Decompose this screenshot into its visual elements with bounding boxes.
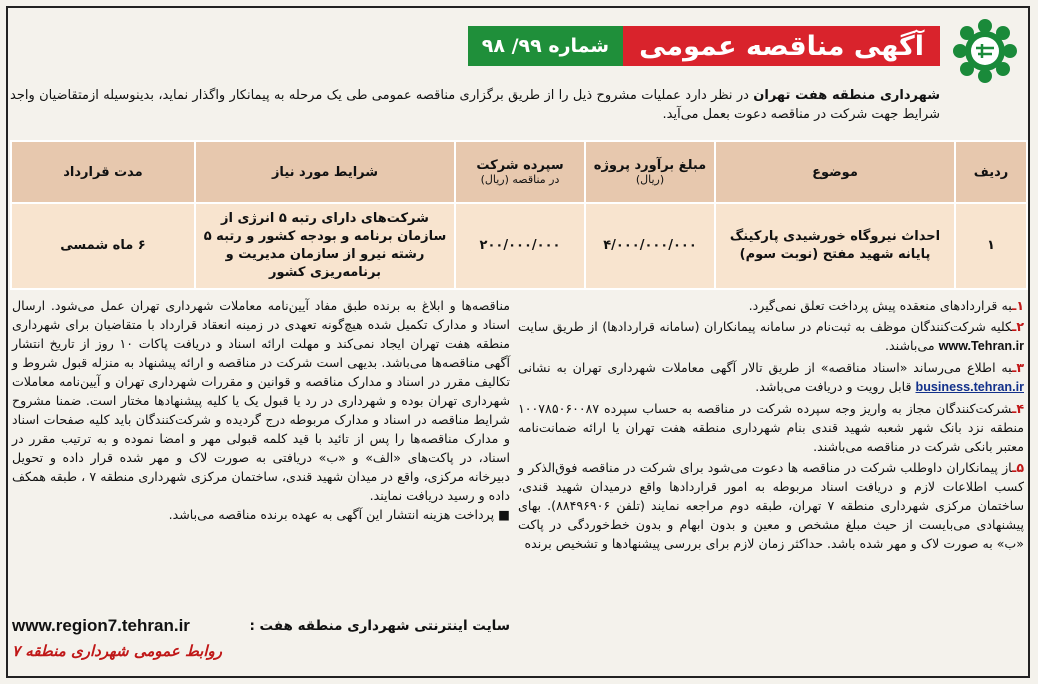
website-label: سایت اینترنتی شهرداری منطقه هفت : — [249, 618, 510, 634]
banner-title: آگهی مناقصه عمومی — [623, 26, 940, 66]
cell-duration: ۶ ماه شمسی — [11, 203, 195, 289]
website-line — [12, 616, 510, 636]
publication-cost-note: ■ پرداخت هزینه انتشار این آگهی به عهده برنده مناقصه می‌باشد. — [168, 507, 510, 522]
intro-org: شهرداری منطقه هفت تهران — [753, 88, 940, 103]
intro-paragraph — [10, 86, 940, 124]
notice-banner — [468, 26, 940, 66]
table-row — [11, 203, 1027, 289]
header-deposit: سپرده شرکت در مناقصه (ریال) — [455, 141, 585, 203]
public-relations-signature: روابط عمومی شهرداری منطقه ۷ — [12, 642, 223, 660]
term-5-continued: مناقصه‌ها و ابلاغ به برنده طبق مفاد آیین‌نامه معاملات شهرداری تهران عمل می‌شود. ارسال اسناد و مدارک تکمیل شده هیچ‌گونه تعهدی در زمینه انعقاد قرارداد با متقاضیان برای شهرداری منطقه هفت تهران ایجاد نمی‌کند و مهلت ارائه اسناد و دریافت پاکات ۱۰ روز از تاریخ انتشار آگهی مناقصه‌ها می‌باشد. بدیهی است شرکت در مناقصه و ارائه پیشنهاد به منزله قبول شروط و تکالیف مقرر در اسناد و مدارک مناقصه و قوانین و مقررات شهرداری تهران و آیین‌نامه معاملات شهرداری تهران بوده و شهرداری در رد یا قبول یک یا کلیه پیشنهادها مختار است. ضمنا مشروح شرایط مناقصه در اسناد و مدارک مربوطه درج گردیده و شرکت‌کنندگان باید کلیه صفحات اسناد و مدارک مناقصه‌ها را پس از تائید با قید کلمه قبولی مهر و امضا نموده و به ترتیب مقرر در اسناد، در پاکت‌های «الف» و «ب» دریافتی به صورت لاک و مهر شده قرار داده و تحویل دبیرخانه مرکزی، واقع در میدان شهید قندی، ساختمان مرکزی شهرداری منطقه ۷ ، طبقه همکف داده و رسید دریافت نمایند. — [12, 298, 510, 503]
business-site-link[interactable]: business.tehran.ir — [915, 380, 1024, 394]
cell-conditions: شرکت‌های دارای رتبه ۵ انرژی از سازمان برنامه و بودجه کشور و رتبه ۵ رشته نیرو از سازمان مدیریت و برنامه‌ریزی کشور — [195, 203, 455, 289]
term-4: ۴ـشرکت‌کنندگان مجاز به واریز وجه سپرده شرکت در مناقصه به حساب سپرده ۱۰۰۷۸۵۰۶۰۰۸۷ منطقه نزد بانک شهر شعبه شهید قندی بنام شهرداری منطقه هفت تهران یا ارائه ضمانت‌نامه معتبر بانکی شرکت در مناقصه می‌باشند. — [518, 401, 1024, 454]
intro-text: در نظر دارد عملیات مشروح ذیل را از طریق برگزاری مناقصه عمومی طی یک مرحله به پیمانکار واگذار نماید، بدینوسیله ازمتقاضیان واجد شرایط جهت شرکت در مناقصه دعوت بعمل می‌آید. — [10, 88, 940, 122]
header-conditions: شرایط مورد نیاز — [195, 141, 455, 203]
tender-table — [10, 140, 1028, 290]
banner-number: شماره ۹۹/ ۹۸ — [468, 26, 623, 66]
website-url[interactable]: www.region7.tehran.ir — [12, 616, 190, 635]
cell-estimate: ۴/۰۰۰/۰۰۰/۰۰۰ — [585, 203, 715, 289]
terms-left-column — [12, 296, 510, 524]
header-subject: موضوع — [715, 141, 955, 203]
header-row-number: ردیف — [955, 141, 1027, 203]
tehran-municipality-logo-icon — [952, 18, 1018, 84]
cell-deposit: ۲۰۰/۰۰۰/۰۰۰ — [455, 203, 585, 289]
term-3: ۳ـبه اطلاع می‌رساند «اسناد مناقصه» از طریق تالار آگهی معاملات شهرداری تهران به نشانی business.tehran.ir قابل رویت و دریافت می‌باشد. — [518, 360, 1024, 394]
tehran-site-link[interactable]: www.Tehran.ir — [938, 339, 1024, 353]
header-estimate: مبلغ برآورد پروژه (ریال) — [585, 141, 715, 203]
table-header-row — [11, 141, 1027, 203]
term-1: ۱ـبه قراردادهای منعقده پیش پرداخت تعلق نمی‌گیرد. — [748, 298, 1024, 313]
header-duration: مدت قرارداد — [11, 141, 195, 203]
terms-right-column — [518, 296, 1024, 555]
cell-subject: احداث نیروگاه خورشیدی پارکینگ پایانه شهید مفتح (نوبت سوم) — [715, 203, 955, 289]
term-2: ۲ـکلیه شرکت‌کنندگان موظف به ثبت‌نام در سامانه پیمانکاران (سامانه قراردادها) از طریق سایت www.Tehran.ir می‌باشند. — [518, 319, 1024, 353]
term-5: ۵ـاز پیمانکاران داوطلب شرکت در مناقصه ها دعوت می‌شود برای شرکت در مناقصه فوق‌الذکر و کسب اطلاعات لازم و دریافت اسناد مربوطه به امور قراردادها واقع درمیدان شهید قندی، ساختمان مرکزی شهرداری منطقه ۷ تهران، طبقه دوم مراجعه نمایند (تلفن ۸۸۴۹۶۹۰۶). بهای پیشنهادی می‌بایست از حیث مبلغ مشخص و معین و بدون ابهام و بدون خط‌خوردگی در پاکت «ب» به صورت لاک و مهر شده باشد. حداکثر زمان لازم برای بررسی پیشنهادها و تشخیص برنده — [518, 460, 1024, 551]
cell-row-number: ۱ — [955, 203, 1027, 289]
